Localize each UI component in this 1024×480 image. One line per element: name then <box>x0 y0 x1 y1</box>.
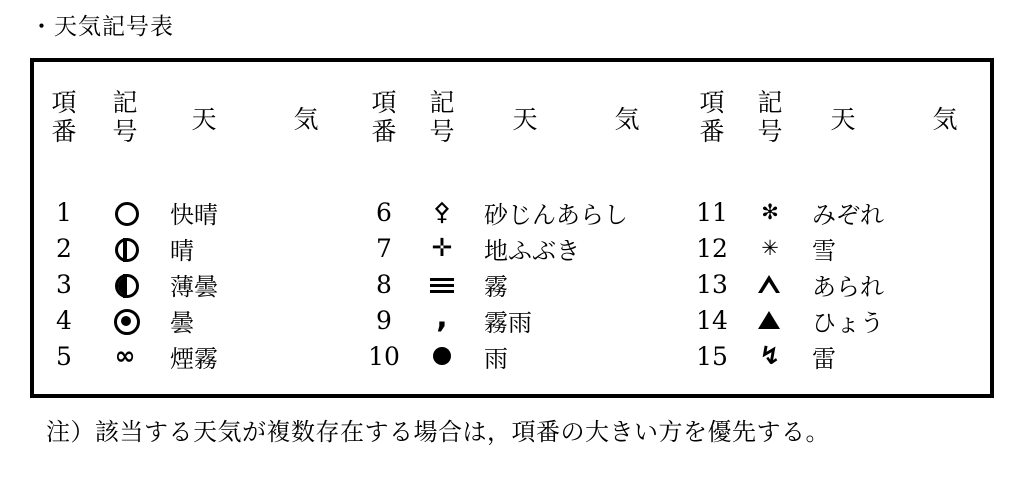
weather-symbol-cell <box>94 271 156 297</box>
item-number: 14 <box>696 305 728 335</box>
table-row <box>34 266 94 302</box>
table-row <box>34 338 94 374</box>
table-row <box>798 194 990 230</box>
weather-symbol-cell <box>94 307 156 333</box>
label-column-2 <box>470 174 682 394</box>
table-row <box>682 338 742 374</box>
table-footnote: 注）該当する天気が複数存在する場合は，項番の大きい方を優先する。 <box>46 418 830 446</box>
weather-symbol-cell <box>94 343 156 369</box>
item-number: 5 <box>56 341 72 371</box>
table-row <box>354 338 414 374</box>
symbol-column-1 <box>94 174 156 394</box>
page-title: ・天気記号表 <box>30 14 174 40</box>
weather-label: ひょう <box>812 308 884 337</box>
table-row <box>354 266 414 302</box>
sandstorm-symbol-icon: ⚴ <box>432 197 452 226</box>
header-symbol-line2: 号 <box>757 117 783 146</box>
weather-label: 霧雨 <box>484 308 532 337</box>
weather-label: 曇 <box>170 308 194 337</box>
item-number: 7 <box>376 233 392 263</box>
table-row <box>798 338 990 374</box>
table-row <box>742 302 798 338</box>
weather-symbol-cell <box>742 199 798 225</box>
weather-symbol-cell <box>414 235 470 261</box>
table-row <box>34 194 94 230</box>
header-num-2 <box>354 62 414 174</box>
table-row <box>354 194 414 230</box>
table-header-row <box>34 62 990 174</box>
item-number: 2 <box>56 233 72 263</box>
header-symbol-1 <box>94 62 156 174</box>
table-row <box>156 230 354 266</box>
item-number: 9 <box>376 305 392 335</box>
table-row <box>742 338 798 374</box>
thunder-symbol-icon: ↯ <box>759 341 781 370</box>
weather-label: 快晴 <box>170 200 218 229</box>
open-triangle-icon <box>757 271 783 297</box>
item-number: 3 <box>56 269 72 299</box>
num-column-3 <box>682 174 742 394</box>
weather-label: 雪 <box>812 236 836 265</box>
header-weather-1: 天 気 <box>191 105 345 134</box>
bullseye-circle-icon <box>112 307 138 333</box>
table-row <box>94 302 156 338</box>
weather-label: みぞれ <box>812 200 884 229</box>
header-weather-3: 天 気 <box>830 105 984 134</box>
table-row <box>156 266 354 302</box>
table-row <box>414 302 470 338</box>
item-number: 15 <box>696 341 728 371</box>
table-row <box>682 266 742 302</box>
weather-label: 薄曇 <box>170 272 218 301</box>
header-symbol-line1: 記 <box>757 88 783 118</box>
table-row <box>414 338 470 374</box>
num-column-1 <box>34 174 94 394</box>
header-num-line2: 番 <box>699 117 725 146</box>
table-row <box>682 230 742 266</box>
table-row <box>798 302 990 338</box>
symbol-column-2 <box>414 174 470 394</box>
table-row <box>354 230 414 266</box>
weather-symbol-cell <box>414 343 470 369</box>
table-row <box>798 266 990 302</box>
header-num-3 <box>682 62 742 174</box>
circle-half-filled-icon <box>112 271 138 297</box>
table-row <box>94 230 156 266</box>
blowing-snow-symbol-icon: ✛ <box>431 233 453 262</box>
infinity-symbol-icon: ∞ <box>114 341 136 370</box>
table-row <box>354 302 414 338</box>
weather-symbol-cell <box>94 199 156 225</box>
header-symbol-line2: 号 <box>429 117 455 146</box>
table-row <box>742 230 798 266</box>
item-number: 6 <box>376 197 392 227</box>
table-row <box>156 302 354 338</box>
table-row <box>798 230 990 266</box>
table-row <box>414 266 470 302</box>
weather-symbol-cell <box>742 307 798 333</box>
snow-asterisk-icon: ✳ <box>761 236 779 260</box>
table-row <box>94 338 156 374</box>
weather-symbol-cell <box>414 300 470 335</box>
table-row <box>682 194 742 230</box>
weather-label: 砂じんあらし <box>484 200 628 229</box>
item-number: 4 <box>56 305 72 335</box>
header-num-line1: 項 <box>371 88 397 118</box>
table-row <box>470 266 682 302</box>
table-row <box>682 302 742 338</box>
header-symbol-line1: 記 <box>429 88 455 118</box>
table-row <box>742 266 798 302</box>
weather-label: 地ふぶき <box>484 236 580 265</box>
item-number: 8 <box>376 269 392 299</box>
table-row <box>414 194 470 230</box>
item-number: 1 <box>56 197 72 227</box>
table-row <box>470 302 682 338</box>
drizzle-comma-icon: , <box>436 300 448 335</box>
weather-label: 霧 <box>484 272 508 301</box>
weather-symbol-cell <box>742 235 798 261</box>
item-number: 10 <box>368 341 400 371</box>
item-number: 11 <box>696 197 728 227</box>
header-num-1 <box>34 62 94 174</box>
header-num-line1: 項 <box>699 88 725 118</box>
weather-label: 雷 <box>812 344 836 373</box>
table-row <box>470 194 682 230</box>
sleet-symbol-icon: ✻ <box>761 200 779 224</box>
header-num-line2: 番 <box>51 117 77 146</box>
item-number: 12 <box>696 233 728 263</box>
weather-symbol-cell <box>742 343 798 369</box>
weather-symbol-cell <box>414 271 470 297</box>
symbol-column-3 <box>742 174 798 394</box>
circle-with-bar-icon <box>112 235 138 261</box>
filled-triangle-icon <box>757 307 783 333</box>
weather-label: 煙霧 <box>170 344 218 373</box>
table-row <box>742 194 798 230</box>
weather-symbol-cell <box>414 199 470 225</box>
weather-symbol-table <box>30 58 994 398</box>
label-column-1 <box>156 174 354 394</box>
weather-label: あられ <box>812 272 884 301</box>
header-num-line2: 番 <box>371 117 397 146</box>
header-symbol-3 <box>742 62 798 174</box>
table-row <box>470 230 682 266</box>
table-row <box>34 230 94 266</box>
weather-symbol-cell <box>742 271 798 297</box>
label-column-3 <box>798 174 990 394</box>
open-circle-icon <box>112 199 138 225</box>
table-row <box>156 194 354 230</box>
header-weather-2: 天 気 <box>512 105 666 134</box>
item-number: 13 <box>696 269 728 299</box>
header-num-line1: 項 <box>51 88 77 118</box>
filled-circle-icon <box>429 343 455 369</box>
table-row <box>94 266 156 302</box>
weather-symbol-cell <box>94 235 156 261</box>
weather-label: 晴 <box>170 236 194 265</box>
header-symbol-line1: 記 <box>112 88 138 118</box>
header-symbol-line2: 号 <box>112 117 138 146</box>
table-row <box>94 194 156 230</box>
weather-label: 雨 <box>484 344 508 373</box>
table-row <box>34 302 94 338</box>
table-body-row <box>34 174 990 394</box>
table-row <box>470 338 682 374</box>
fog-bars-icon <box>429 271 455 297</box>
header-symbol-2 <box>414 62 470 174</box>
table-row <box>414 230 470 266</box>
num-column-2 <box>354 174 414 394</box>
table-row <box>156 338 354 374</box>
